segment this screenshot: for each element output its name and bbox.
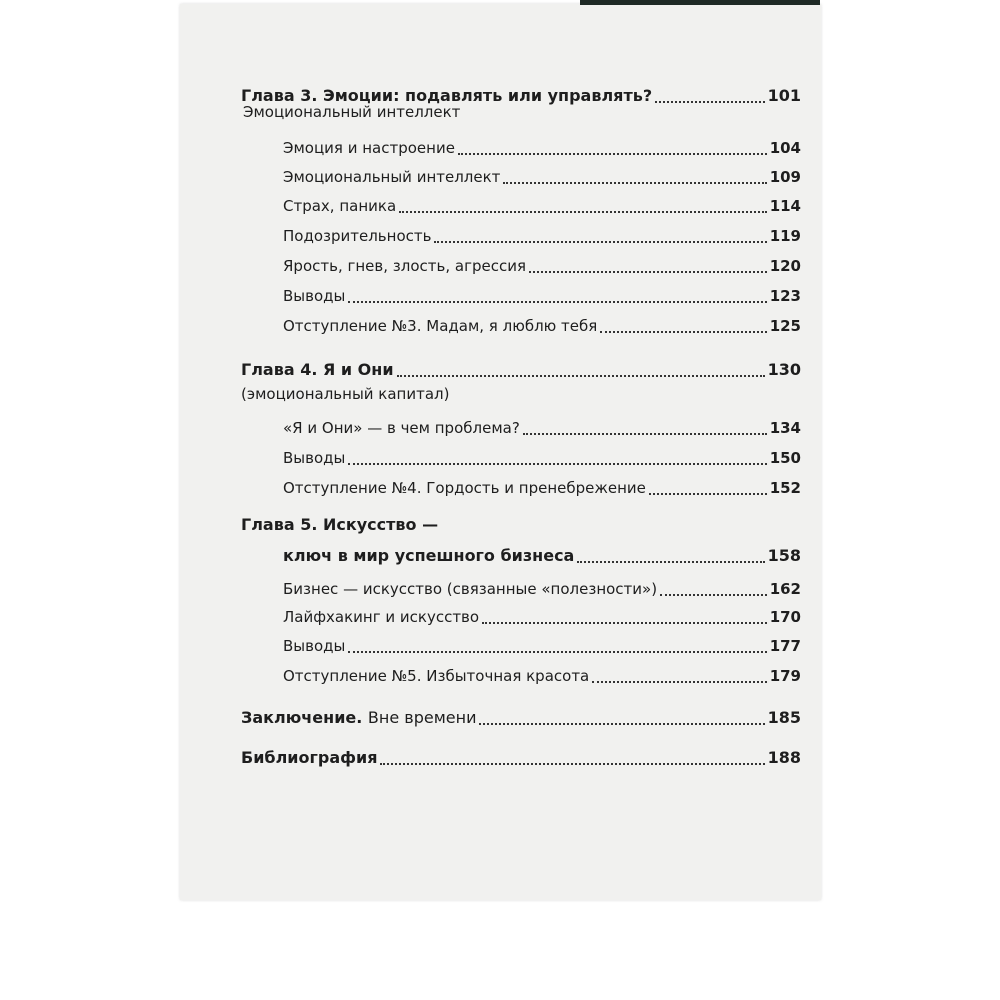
- toc-chapter-5-page: 158: [767, 546, 801, 565]
- toc-bibliography-page: 188: [767, 748, 801, 767]
- toc-item[interactable]: [283, 575, 801, 599]
- toc-leader: [482, 622, 767, 624]
- toc-leader: [649, 493, 767, 495]
- toc-item[interactable]: [283, 662, 801, 686]
- toc-leader: [529, 271, 767, 273]
- toc-item-page: 177: [769, 637, 801, 655]
- toc-leader: [503, 182, 766, 184]
- toc-item-title: «Я и Они» — в чем проблема?: [283, 419, 520, 437]
- toc-item[interactable]: [283, 222, 801, 246]
- toc-conclusion-title: [241, 709, 476, 728]
- toc-chapter-5[interactable]: [283, 542, 801, 566]
- toc-leader: [523, 433, 767, 435]
- toc-item-page: 150: [769, 449, 801, 467]
- toc-chapter-4-page: 130: [767, 360, 801, 379]
- toc-item-title: Эмоция и настроение: [283, 139, 455, 157]
- toc-item-page: 120: [769, 257, 801, 275]
- toc-bibliography-title: Библиография: [241, 748, 378, 767]
- toc-leader: [434, 241, 766, 243]
- toc-conclusion[interactable]: [241, 704, 801, 728]
- toc-leader: [577, 561, 764, 563]
- toc-item-page: 114: [769, 197, 801, 215]
- toc-leader: [397, 375, 765, 377]
- toc-item-page: 104: [769, 139, 801, 157]
- toc-item[interactable]: [283, 414, 801, 438]
- toc-leader: [479, 723, 764, 725]
- toc-item[interactable]: [283, 444, 801, 468]
- toc-item-title: Бизнес — искусство (связанные «полезности»): [283, 580, 658, 598]
- toc-item-title: Ярость, гнев, злость, агрессия: [283, 257, 526, 275]
- toc-chapter-3-page: 101: [767, 86, 801, 105]
- toc-leader: [600, 331, 766, 333]
- toc-item-page: 125: [769, 317, 801, 335]
- toc-item-title: Отступление №3. Мадам, я люблю тебя: [283, 317, 598, 335]
- toc-item-title: Выводы: [283, 637, 346, 655]
- toc-item-page: 170: [769, 608, 801, 626]
- toc-item[interactable]: [283, 252, 801, 276]
- toc-chapter-5-title-line1: Глава 5. Искусство —: [241, 515, 439, 534]
- toc-item[interactable]: [283, 163, 801, 187]
- toc-leader: [655, 101, 764, 103]
- toc-leader: [592, 681, 766, 683]
- toc-chapter-4[interactable]: [241, 356, 801, 380]
- toc-item-title: Эмоциональный интеллект: [283, 168, 501, 186]
- toc-leader: [399, 211, 767, 213]
- toc-bibliography[interactable]: [241, 744, 801, 768]
- toc-leader: [348, 463, 766, 465]
- toc-conclusion-label: Заключение.: [241, 708, 363, 727]
- toc-conclusion-page: 185: [767, 708, 801, 727]
- toc-chapter-4-title: Глава 4. Я и Они: [241, 360, 394, 379]
- toc-item-page: 109: [769, 168, 801, 186]
- toc-item-page: 119: [769, 227, 801, 245]
- toc-chapter-5-title-line2: ключ в мир успешного бизнеса: [283, 546, 575, 565]
- toc-item-page: 152: [769, 479, 801, 497]
- toc-item[interactable]: [283, 134, 801, 158]
- toc-leader: [348, 651, 766, 653]
- toc-item-page: 134: [769, 419, 801, 437]
- toc-item[interactable]: [283, 474, 801, 498]
- toc-leader: [380, 763, 764, 765]
- toc-item-title: Выводы: [283, 287, 346, 305]
- toc-chapter-4-subtitle: (эмоциональный капитал): [241, 385, 450, 403]
- toc-leader: [348, 301, 766, 303]
- toc-item-page: 179: [769, 667, 801, 685]
- toc-item[interactable]: [283, 282, 801, 306]
- toc-item[interactable]: [283, 192, 801, 216]
- toc-chapter-3-subtitle: Эмоциональный интеллект: [243, 103, 461, 121]
- toc-item-title: Отступление №5. Избыточная красота: [283, 667, 590, 685]
- toc-leader: [458, 153, 767, 155]
- toc-leader: [660, 594, 767, 596]
- toc-conclusion-subtitle: Вне времени: [367, 708, 477, 727]
- toc-item-title: Выводы: [283, 449, 346, 467]
- toc-item[interactable]: [283, 632, 801, 656]
- toc-item-title: Лайфхакинг и искусство: [283, 608, 480, 626]
- toc-chapter-3-title: Глава 3. Эмоции: подавлять или управлять?: [241, 86, 653, 105]
- toc-item[interactable]: [283, 603, 801, 627]
- toc-item[interactable]: [283, 312, 801, 336]
- toc-item-title: Отступление №4. Гордость и пренебрежение: [283, 479, 646, 497]
- toc-item-title: Подозрительность: [283, 227, 432, 245]
- toc-item-title: Страх, паника: [283, 197, 397, 215]
- toc-item-page: 162: [769, 580, 801, 598]
- toc-item-page: 123: [769, 287, 801, 305]
